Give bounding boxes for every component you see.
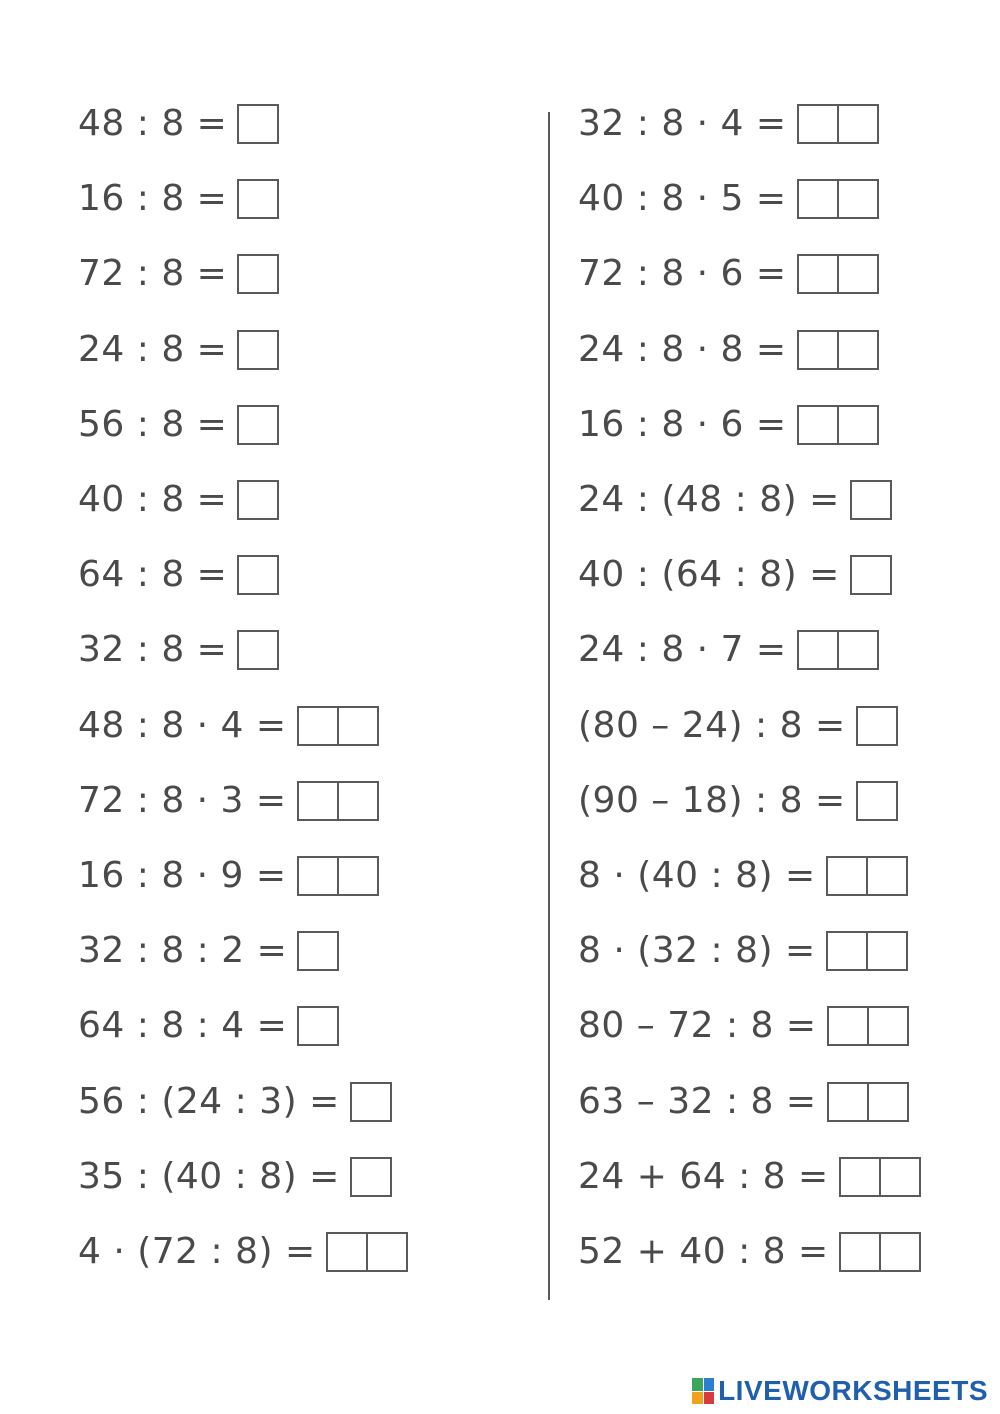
answer-digit-cell[interactable]	[339, 708, 377, 744]
exercise-row	[578, 553, 892, 597]
exercise-row	[578, 929, 908, 973]
exercise-row	[78, 177, 279, 221]
answer-box[interactable]	[797, 254, 879, 294]
answer-digit-cell[interactable]	[839, 256, 877, 292]
exercise-expression: 72 : 8 =	[78, 253, 228, 294]
answer-box[interactable]	[297, 1006, 339, 1046]
answer-box[interactable]	[350, 1082, 392, 1122]
exercise-expression: 64 : 8 =	[78, 554, 228, 595]
answer-digit-cell[interactable]	[239, 557, 277, 593]
answer-digit-cell[interactable]	[239, 256, 277, 292]
exercise-row	[78, 102, 279, 146]
answer-digit-cell[interactable]	[839, 407, 877, 443]
exercise-expression: 32 : 8 =	[78, 629, 228, 670]
answer-digit-cell[interactable]	[868, 933, 906, 969]
exercise-row	[578, 102, 879, 146]
exercise-row	[78, 478, 279, 522]
logo-icon	[692, 1378, 714, 1404]
answer-digit-cell[interactable]	[839, 106, 877, 142]
answer-digit-cell[interactable]	[829, 1008, 869, 1044]
answer-digit-cell[interactable]	[799, 632, 839, 668]
exercise-expression: 16 : 8 · 9 =	[78, 855, 287, 896]
answer-digit-cell[interactable]	[299, 1008, 337, 1044]
exercise-expression: 64 : 8 : 4 =	[78, 1005, 288, 1046]
exercise-row	[78, 252, 279, 296]
exercise-row	[578, 854, 908, 898]
exercise-expression: 4 · (72 : 8) =	[78, 1231, 316, 1272]
answer-box[interactable]	[797, 630, 879, 670]
exercise-row	[578, 177, 879, 221]
exercise-expression: 32 : 8 : 2 =	[78, 930, 288, 971]
answer-box[interactable]	[839, 1232, 921, 1272]
answer-box[interactable]	[827, 1006, 909, 1046]
exercise-expression: 52 + 40 : 8 =	[578, 1231, 829, 1272]
answer-box[interactable]	[839, 1157, 921, 1197]
answer-box[interactable]	[797, 330, 879, 370]
exercise-expression: 24 : (48 : 8) =	[578, 479, 840, 520]
exercise-expression: 35 : (40 : 8) =	[78, 1156, 340, 1197]
liveworksheets-logo	[692, 1374, 988, 1408]
exercise-expression: 40 : 8 =	[78, 479, 228, 520]
answer-digit-cell[interactable]	[239, 632, 277, 668]
exercise-row	[578, 779, 898, 823]
answer-digit-cell[interactable]	[299, 708, 339, 744]
answer-box[interactable]	[850, 480, 892, 520]
exercise-expression: 72 : 8 · 3 =	[78, 780, 287, 821]
exercise-expression: 24 + 64 : 8 =	[578, 1156, 829, 1197]
answer-box[interactable]	[297, 706, 379, 746]
answer-digit-cell[interactable]	[852, 557, 890, 593]
answer-box[interactable]	[237, 330, 279, 370]
answer-box[interactable]	[856, 706, 898, 746]
exercise-row	[78, 553, 279, 597]
answer-box[interactable]	[237, 254, 279, 294]
column-divider	[548, 112, 550, 1300]
answer-box[interactable]	[797, 104, 879, 144]
answer-digit-cell[interactable]	[239, 106, 277, 142]
exercise-row	[578, 1155, 921, 1199]
exercise-row	[78, 328, 279, 372]
exercise-expression: 40 : (64 : 8) =	[578, 554, 840, 595]
answer-digit-cell[interactable]	[829, 1084, 869, 1120]
exercise-expression: (80 – 24) : 8 =	[578, 705, 846, 746]
answer-digit-cell[interactable]	[839, 632, 877, 668]
exercise-expression: 40 : 8 · 5 =	[578, 178, 787, 219]
exercise-expression: 56 : 8 =	[78, 404, 228, 445]
answer-digit-cell[interactable]	[839, 181, 877, 217]
exercise-row	[578, 1004, 909, 1048]
answer-digit-cell[interactable]	[841, 1234, 881, 1270]
answer-digit-cell[interactable]	[239, 482, 277, 518]
answer-digit-cell[interactable]	[299, 858, 339, 894]
answer-box[interactable]	[826, 931, 908, 971]
answer-box[interactable]	[797, 405, 879, 445]
answer-digit-cell[interactable]	[828, 933, 868, 969]
exercise-row	[578, 704, 898, 748]
exercise-row	[78, 1155, 392, 1199]
answer-box[interactable]	[237, 555, 279, 595]
answer-box[interactable]	[297, 931, 339, 971]
answer-box[interactable]	[326, 1232, 408, 1272]
exercise-row	[578, 628, 879, 672]
answer-digit-cell[interactable]	[239, 407, 277, 443]
answer-digit-cell[interactable]	[352, 1159, 390, 1195]
answer-digit-cell[interactable]	[239, 181, 277, 217]
exercise-row	[578, 1080, 909, 1124]
exercise-row	[78, 1080, 392, 1124]
exercise-expression: 8 · (32 : 8) =	[578, 930, 816, 971]
answer-box[interactable]	[297, 781, 379, 821]
answer-digit-cell[interactable]	[299, 933, 337, 969]
answer-digit-cell[interactable]	[839, 332, 877, 368]
answer-box[interactable]	[297, 856, 379, 896]
exercise-row	[78, 704, 379, 748]
exercise-row	[578, 328, 879, 372]
exercise-expression: 56 : (24 : 3) =	[78, 1081, 340, 1122]
answer-digit-cell[interactable]	[869, 1008, 907, 1044]
answer-box[interactable]	[827, 1082, 909, 1122]
answer-digit-cell[interactable]	[799, 181, 839, 217]
answer-box[interactable]	[850, 555, 892, 595]
exercise-expression: 48 : 8 · 4 =	[78, 705, 287, 746]
answer-box[interactable]	[237, 104, 279, 144]
answer-digit-cell[interactable]	[239, 332, 277, 368]
exercise-row	[78, 854, 379, 898]
exercise-expression: 8 · (40 : 8) =	[578, 855, 816, 896]
answer-digit-cell[interactable]	[339, 783, 377, 819]
exercise-expression: 32 : 8 · 4 =	[578, 103, 787, 144]
answer-digit-cell[interactable]	[858, 783, 896, 819]
answer-digit-cell[interactable]	[799, 332, 839, 368]
answer-digit-cell[interactable]	[881, 1234, 919, 1270]
exercise-row	[78, 628, 279, 672]
answer-digit-cell[interactable]	[868, 858, 906, 894]
answer-box[interactable]	[856, 781, 898, 821]
exercise-expression: 16 : 8 =	[78, 178, 228, 219]
answer-digit-cell[interactable]	[869, 1084, 907, 1120]
answer-digit-cell[interactable]	[858, 708, 896, 744]
answer-box[interactable]	[826, 856, 908, 896]
exercise-expression: 48 : 8 =	[78, 103, 228, 144]
exercise-row	[578, 403, 879, 447]
answer-digit-cell[interactable]	[799, 256, 839, 292]
answer-digit-cell[interactable]	[328, 1234, 368, 1270]
exercise-row	[78, 779, 379, 823]
answer-digit-cell[interactable]	[799, 407, 839, 443]
exercise-expression: 72 : 8 · 6 =	[578, 253, 787, 294]
answer-digit-cell[interactable]	[339, 858, 377, 894]
answer-digit-cell[interactable]	[299, 783, 339, 819]
exercise-row	[578, 1230, 921, 1274]
exercise-expression: 24 : 8 =	[78, 329, 228, 370]
exercise-row	[78, 403, 279, 447]
logo-text: LIVEWORKSHEETS	[718, 1375, 988, 1406]
answer-box[interactable]	[237, 480, 279, 520]
answer-box[interactable]	[237, 630, 279, 670]
exercise-row	[78, 929, 339, 973]
exercise-row	[578, 478, 892, 522]
answer-box[interactable]	[797, 179, 879, 219]
exercise-expression: 80 – 72 : 8 =	[578, 1005, 817, 1046]
answer-box[interactable]	[237, 405, 279, 445]
exercise-expression: 16 : 8 · 6 =	[578, 404, 787, 445]
answer-box[interactable]	[350, 1157, 392, 1197]
exercise-expression: 24 : 8 · 8 =	[578, 329, 787, 370]
answer-digit-cell[interactable]	[881, 1159, 919, 1195]
exercise-row	[578, 252, 879, 296]
answer-box[interactable]	[237, 179, 279, 219]
exercise-expression: 63 – 32 : 8 =	[578, 1081, 817, 1122]
answer-digit-cell[interactable]	[799, 106, 839, 142]
answer-digit-cell[interactable]	[352, 1084, 390, 1120]
answer-digit-cell[interactable]	[828, 858, 868, 894]
answer-digit-cell[interactable]	[368, 1234, 406, 1270]
exercise-row	[78, 1004, 339, 1048]
exercise-expression: 24 : 8 · 7 =	[578, 629, 787, 670]
answer-digit-cell[interactable]	[852, 482, 890, 518]
answer-digit-cell[interactable]	[841, 1159, 881, 1195]
exercise-expression: (90 – 18) : 8 =	[578, 780, 846, 821]
exercise-row	[78, 1230, 408, 1274]
